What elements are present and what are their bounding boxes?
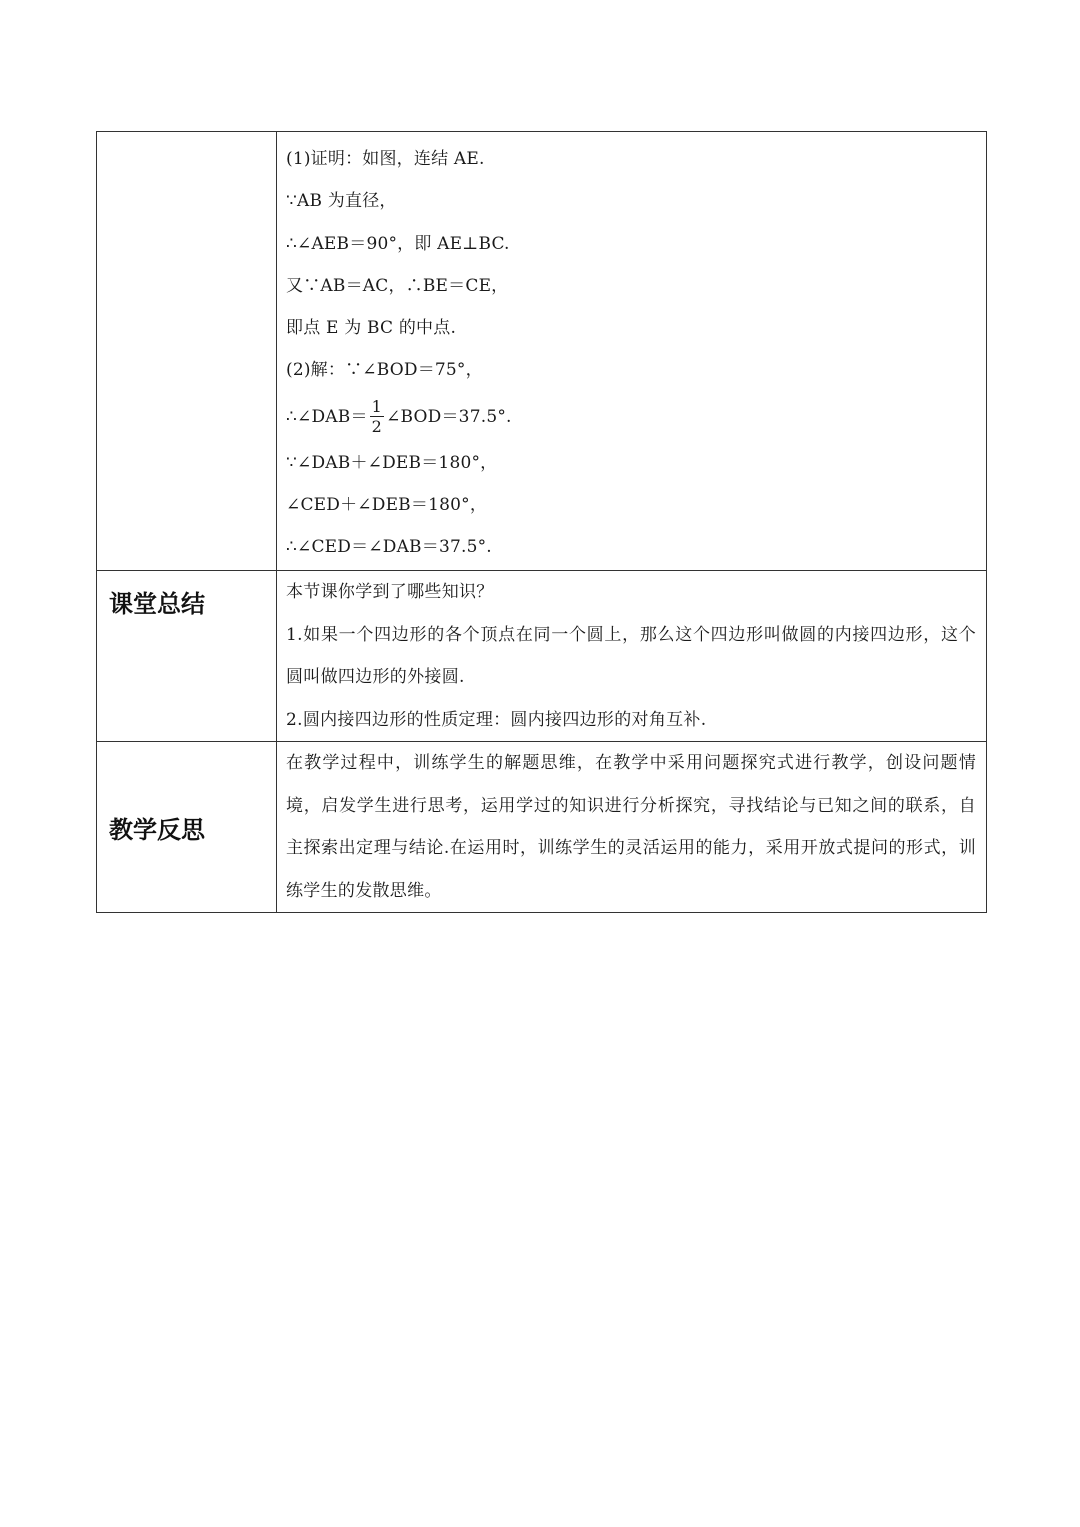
reflection-text: 在教学过程中，训练学生的解题思维，在教学中采用问题探究式进行教学，创设问题情境，启发学生进行思考，运用学过的知识进行分析探究，寻找结论与已知之间的联系，自主探索出定理与结论.在运用时，训练学生的灵活运用的能力，采用开放式提问的形式，训练学生的发散思维。 <box>286 753 976 901</box>
summary-label-cell <box>97 571 277 742</box>
proof-line: ∵∠DAB＋∠DEB＝180°， <box>286 452 498 473</box>
proof-label-cell <box>97 132 277 571</box>
reflection-label-cell <box>97 742 277 913</box>
proof-row <box>97 132 987 571</box>
summary-row <box>97 571 987 742</box>
lesson-plan-table <box>96 131 987 913</box>
summary-point-2: 2.圆内接四边形的性质定理：圆内接四边形的对角互补. <box>286 709 707 730</box>
summary-label: 课堂总结 <box>109 590 205 618</box>
summary-question: 本节课你学到了哪些知识？ <box>286 582 494 602</box>
summary-point-1: 1.如果一个四边形的各个顶点在同一个圆上，那么这个四边形叫做圆的内接四边形，这个圆叫做四边形的外接圆. <box>286 624 976 687</box>
proof-line: (1)证明：如图，连结 AE. <box>286 149 485 169</box>
proof-line: (2)解：∵∠BOD＝75°， <box>286 360 483 381</box>
proof-line: ∠CED＋∠DEB＝180°， <box>286 495 488 516</box>
one-half-fraction <box>370 399 384 435</box>
proof-lines <box>277 132 986 569</box>
proof-content-cell <box>277 132 987 571</box>
proof-line: ∴∠AEB＝90°，即 AE⊥BC. <box>286 233 510 254</box>
reflection-content-cell <box>277 742 987 913</box>
proof-line: 即点 E 为 BC 的中点. <box>286 318 457 339</box>
reflection-label: 教学反思 <box>109 815 205 844</box>
fraction-line-before: ∴∠DAB＝ <box>286 406 368 427</box>
proof-line: 又∵AB＝AC，∴BE＝CE， <box>286 275 509 296</box>
proof-line: ∵AB 为直径， <box>286 191 397 212</box>
proof-fraction-line <box>286 392 978 442</box>
proof-line: ∴∠CED＝∠DAB＝37.5°. <box>286 537 492 558</box>
summary-content-cell <box>277 571 987 742</box>
fraction-denominator: 2 <box>371 417 383 437</box>
fraction-line-after: ∠BOD＝37.5°. <box>386 406 512 427</box>
reflection-row <box>97 742 987 913</box>
fraction-numerator: 1 <box>371 397 383 417</box>
